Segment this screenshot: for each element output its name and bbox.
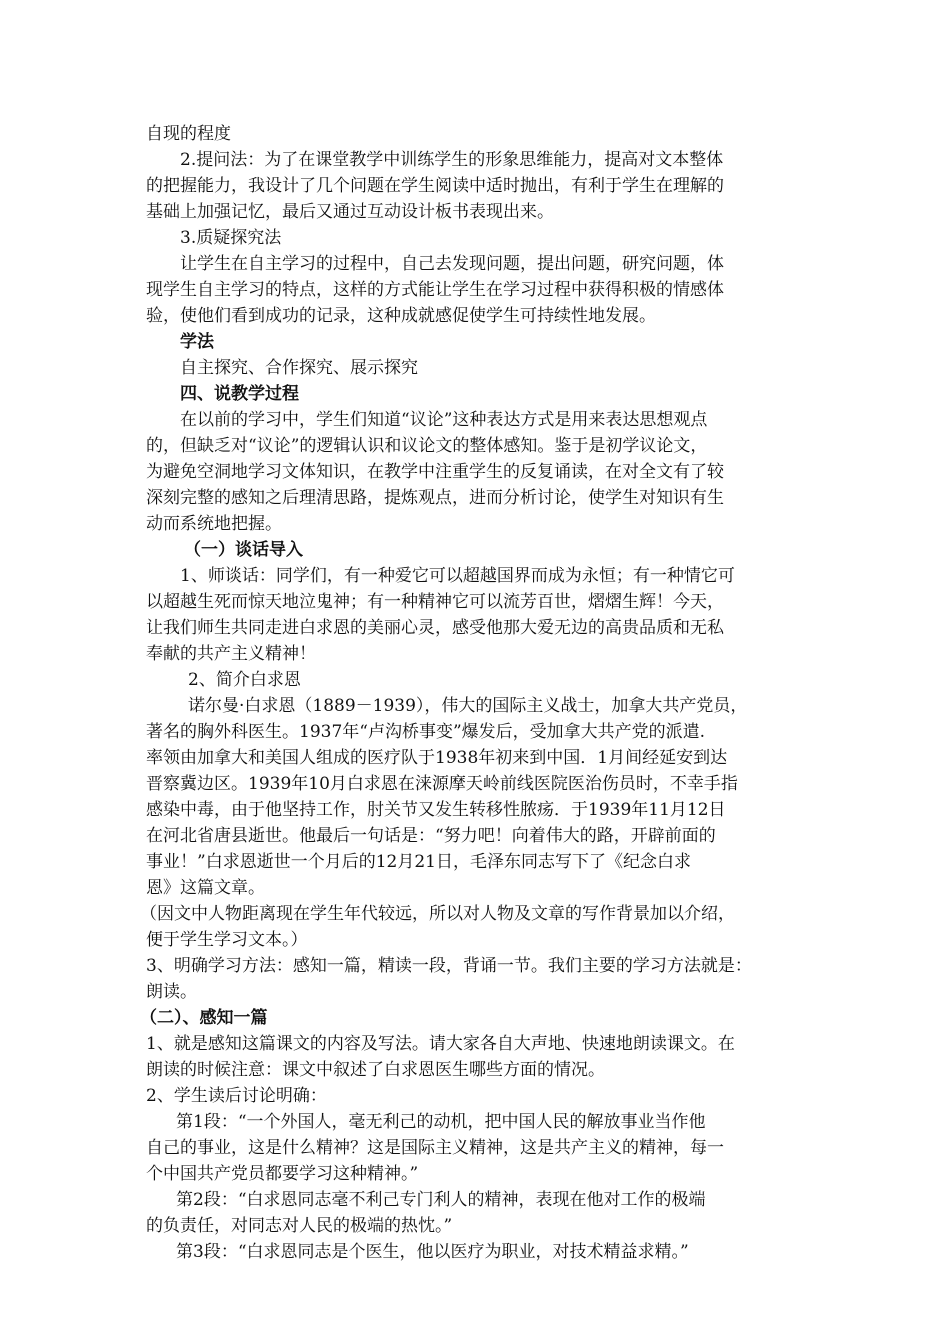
text-line: 率领由加拿大和美国人组成的医疗队于1938年初来到中国．1月间经延安到达	[146, 748, 728, 768]
text-line: 著名的胸外科医生。1937年“卢沟桥事变”爆发后，受加拿大共产党的派遣.	[146, 722, 706, 742]
text-line: 以超越生死而惊天地泣鬼神；有一种精神它可以流芳百世，熠熠生辉！今天，	[146, 592, 724, 612]
text-line: 2、学生读后讨论明确：	[146, 1086, 327, 1106]
text-line: 感染中毒，由于他坚持工作，肘关节又发生转移性脓疡．于1939年11月12日	[146, 800, 726, 820]
text-line: 让我们师生共同走进白求恩的美丽心灵，感受他那大爱无边的高贵品质和无私	[146, 618, 724, 638]
text-line: 1、师谈话：同学们，有一种爱它可以超越国界而成为永恒；有一种情它可	[180, 566, 735, 586]
text-line: 第2段：“白求恩同志毫不利己专门利人的精神，表现在他对工作的极端	[176, 1190, 706, 1210]
text-line: 自现的程度	[146, 124, 231, 144]
section-heading-xuefa: 学法	[180, 332, 214, 352]
text-line: 事业！”白求恩逝世一个月后的12月21日，毛泽东同志写下了《纪念白求	[146, 852, 691, 872]
text-line: 恩》这篇文章。	[146, 878, 265, 898]
list-item-heading: 2、简介白求恩	[188, 670, 301, 690]
text-line: 深刻完整的感知之后理清思路，提炼观点，进而分析讨论，使学生对知识有生	[146, 488, 724, 508]
text-line: 的负责任，对同志对人民的极端的热忱。”	[146, 1216, 453, 1236]
text-line: 自主探究、合作探究、展示探究	[180, 358, 418, 378]
text-line: 现学生自主学习的特点，这样的方式能让学生在学习过程中获得积极的情感体	[146, 280, 724, 300]
text-line: 的，但缺乏对“议论”的逻辑认识和议论文的整体感知。鉴于是初学议论文，	[146, 436, 708, 456]
section-heading-teaching-process: 四、说教学过程	[180, 384, 299, 404]
section-heading-perceive: （二）、感知一篇	[140, 1008, 268, 1028]
text-line: 在以前的学习中，学生们知道“议论”这种表达方式是用来表达思想观点	[180, 410, 708, 430]
text-line: 基础上加强记忆，最后又通过互动设计板书表现出来。	[146, 202, 554, 222]
text-line: 3、明确学习方法：感知一篇，精读一段，背诵一节。我们主要的学习方法就是：	[146, 956, 752, 976]
text-line: 朗读的时候注意：课文中叙述了白求恩医生哪些方面的情况。	[146, 1060, 605, 1080]
text-line: 的把握能力，我设计了几个问题在学生阅读中适时抛出，有利于学生在理解的	[146, 176, 724, 196]
text-line: 验，使他们看到成功的记录，这种成就感促使学生可持续性地发展。	[146, 306, 656, 326]
list-item-heading: 3.质疑探究法	[180, 228, 282, 248]
text-line: 第1段：“一个外国人，毫无利己的动机，把中国人民的解放事业当作他	[176, 1112, 706, 1132]
text-line: 让学生在自主学习的过程中，自己去发现问题，提出问题，研究问题，体	[180, 254, 724, 274]
list-item-heading: 2.提问法：为了在课堂教学中训练学生的形象思维能力，提高对文本整体	[180, 150, 724, 170]
text-line: 便于学生学习文本。）	[146, 930, 308, 950]
text-line: （因文中人物距离现在学生年代较远，所以对人物及文章的写作背景加以介绍，	[140, 904, 735, 924]
text-line: 为避免空洞地学习文体知识，在教学中注重学生的反复诵读，在对全文有了较	[146, 462, 724, 482]
text-line: 奉献的共产主义精神！	[146, 644, 316, 664]
text-line: 朗读。	[146, 982, 197, 1002]
text-line: 动而系统地把握。	[146, 514, 282, 534]
text-line: 在河北省唐县逝世。他最后一句话是：“努力吧！向着伟大的路，开辟前面的	[146, 826, 716, 846]
text-line: 个中国共产党员都要学习这种精神。”	[146, 1164, 419, 1184]
text-line: 诺尔曼·白求恩（1889－1939），伟大的国际主义战士，加拿大共产党员，	[188, 696, 748, 716]
text-line: 晋察冀边区。1939年10月白求恩在涞源摩天岭前线医院医治伤员时，不幸手指	[146, 774, 738, 794]
text-line: 1、就是感知这篇课文的内容及写法。请大家各自大声地、快速地朗读课文。在	[146, 1034, 735, 1054]
text-line: 第3段：“白求恩同志是个医生，他以医疗为职业，对技术精益求精。”	[176, 1242, 689, 1262]
text-line: 自己的事业，这是什么精神？这是国际主义精神，这是共产主义的精神，每一	[146, 1138, 724, 1158]
section-heading-intro: （一）谈话导入	[184, 540, 303, 560]
